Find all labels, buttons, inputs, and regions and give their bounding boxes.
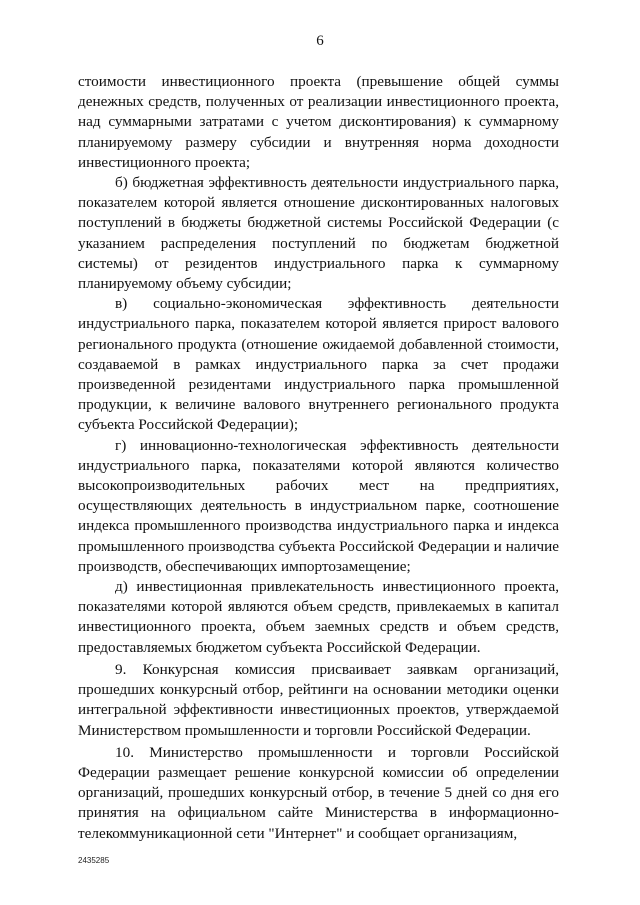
paragraph-item-g: г) инновационно-технологическая эффективность деятельности индустриального парка, показателями которой являются количество высокопроизводительных рабочих мест на предприятиях, осуществляющих деятельность в индустриальном парке, соотношение индекса промышленного производства индустриального парка и индекса промышленного производства субъекта Российской Федерации и наличие производств, обеспечивающих импортозамещение; bbox=[78, 436, 559, 575]
paragraph-item-b: б) бюджетная эффективность деятельности индустриального парка, показателем которой является отношение дисконтированных налоговых поступлений в бюджеты бюджетной системы Российской Федерации (с указанием распределения поступлений по бюджетам бюджетной системы) от резидентов индустриального парка к суммарному планируемому объему субсидии; bbox=[78, 174, 559, 293]
document-id: 2435285 bbox=[78, 856, 110, 865]
paragraph-clause-9: 9. Конкурсная комиссия присваивает заявкам организаций, прошедших конкурсный отбор, рейтинги на основании методики оценки интегральной эффективности инвестиционных проектов, утверждаемой Министерством промышленности и торговли Российской Федерации. bbox=[78, 660, 559, 739]
page-number: 6 bbox=[316, 33, 324, 49]
paragraph-item-d: д) инвестиционная привлекательность инвестиционного проекта, показателями которой являются объем средств, привлекаемых в капитал инвестиционного проекта, объем заемных средств и объем средств, предоставляемых бюджетом субъекта Российской Федерации. bbox=[78, 578, 559, 656]
document-body bbox=[78, 72, 559, 844]
paragraph-item-v: в) социально-экономическая эффективность деятельности индустриального парка, показателем которой является прирост валового регионального продукта (отношение ожидаемой добавленной стоимости, создаваемой в рамках индустриального парка за счет продажи произведенной резидентами индустриального парка промышленной продукции, к величине валового внутреннего регионального продукта субъекта Российской Федерации); bbox=[78, 295, 559, 434]
paragraph-clause-10: 10. Министерство промышленности и торговли Российской Федерации размещает решение конкурсной комиссии об определении организаций, прошедших конкурсный отбор, в течение 5 дней со дня его принятия на официальном сайте Министерства в информационно-телекоммуникационной сети "Интернет" и сообщает организациям, bbox=[78, 743, 559, 842]
paragraph-continuation: стоимости инвестиционного проекта (превышение общей суммы денежных средств, полученных от реализации инвестиционного проекта, над суммарными затратами с учетом дисконтирования) к суммарному планируемому размеру субсидии и внутренняя норма доходности инвестиционного проекта; bbox=[78, 73, 559, 171]
